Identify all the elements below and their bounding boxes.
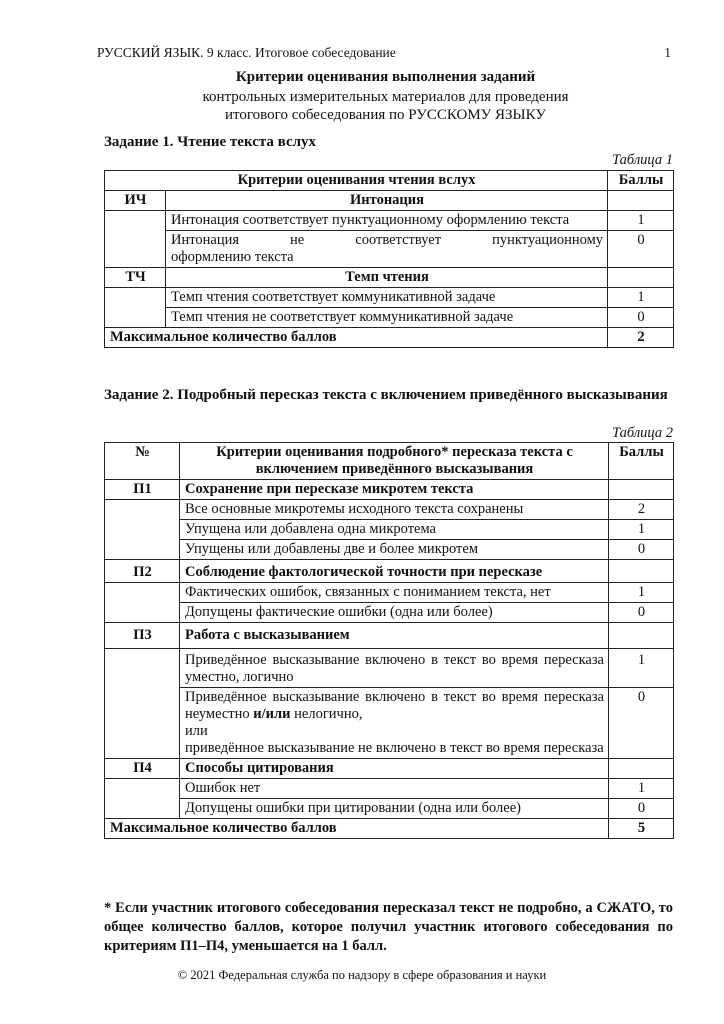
criterion-text-part: нелогично, (294, 706, 363, 722)
task2-heading: Задание 2. Подробный пересказ текста с включением приведённого высказывания (104, 387, 668, 403)
points-value: 0 (608, 308, 674, 328)
criterion-text: Упущены или добавлены две и более микротем (180, 540, 609, 560)
table-row (105, 759, 674, 779)
points-value: 1 (608, 288, 674, 308)
criterion-text: Все основные микротемы исходного текста сохранены (180, 500, 609, 520)
criterion-name: Работа с высказыванием (180, 623, 609, 649)
task1-heading: Задание 1. Чтение текста вслух (104, 134, 317, 150)
criterion-code: П4 (105, 759, 180, 779)
criterion-code: П1 (105, 480, 180, 500)
table-row (105, 688, 674, 759)
criterion-text: Приведённое высказывание включено в текст во время пересказа уместно, логично (180, 649, 609, 688)
points-value: 0 (608, 231, 674, 268)
footnote: * Если участник итогового собеседования пересказал текст не подробно, а СЖАТО, то общее количество баллов, которое получил участник итогового собеседования по критериям П1–П4, уменьшается на 1 балл. (104, 900, 673, 954)
points-value: 1 (609, 649, 674, 688)
table1-caption: Таблица 1 (612, 152, 673, 168)
criterion-text-line: Интонация не соответствует пунктуационному (171, 232, 604, 248)
table-row (105, 308, 674, 328)
header-title: РУССКИЙ ЯЗЫК. 9 класс. Итоговое собеседование (97, 45, 396, 60)
points-value: 1 (609, 520, 674, 540)
criterion-text (180, 688, 609, 759)
table-row (105, 328, 674, 348)
table-row (105, 779, 674, 799)
points-value: 2 (609, 500, 674, 520)
table-row (105, 480, 674, 500)
points-value: 0 (609, 799, 674, 819)
points-value: 0 (609, 603, 674, 623)
criterion-code: ТЧ (105, 268, 166, 288)
document-subtitle-line1: контрольных измерительных материалов для проведения (202, 89, 569, 105)
points-value: 0 (609, 540, 674, 560)
criterion-emphasis: и/или (253, 706, 291, 722)
criterion-text: Темп чтения соответствует коммуникативной задаче (166, 288, 608, 308)
table2-header-number: № (105, 443, 180, 480)
max-score-label: Максимальное количество баллов (105, 819, 609, 839)
criterion-code: ИЧ (105, 191, 166, 211)
criterion-text: Упущена или добавлена одна микротема (180, 520, 609, 540)
max-score-value: 2 (608, 328, 674, 348)
table-row (105, 603, 674, 623)
table-row (105, 231, 674, 268)
criterion-text: Интонация соответствует пунктуационному оформлению текста (166, 211, 608, 231)
points-value: 1 (608, 211, 674, 231)
table-row (105, 560, 674, 583)
table-row (105, 268, 674, 288)
criterion-text (166, 231, 608, 268)
criterion-code: П2 (105, 560, 180, 583)
table-row (105, 520, 674, 540)
points-value: 0 (609, 688, 674, 759)
document-subtitle-line2: итогового собеседования по РУССКОМУ ЯЗЫКУ (225, 107, 546, 123)
table2-header-criteria: Критерии оценивания подробного* пересказа текста с включением приведённого высказывания (180, 443, 609, 480)
criterion-text-part: Приведённое высказывание включено в текст во время пересказа неуместно (185, 689, 604, 722)
table-row (105, 623, 674, 649)
criterion-name: Соблюдение фактологической точности при пересказе (180, 560, 609, 583)
table-row (105, 649, 674, 688)
criterion-text: Темп чтения не соответствует коммуникативной задаче (166, 308, 608, 328)
table2-caption: Таблица 2 (612, 425, 673, 441)
table1-header-criteria: Критерии оценивания чтения вслух (105, 171, 608, 191)
table-row (105, 583, 674, 603)
criterion-text-line: оформлению текста (171, 249, 294, 265)
table1-header-points: Баллы (608, 171, 674, 191)
points-value: 1 (609, 583, 674, 603)
table2-header-points: Баллы (609, 443, 674, 480)
table-row (105, 211, 674, 231)
criterion-text: Допущены ошибки при цитировании (одна или более) (180, 799, 609, 819)
document-title: Критерии оценивания выполнения заданий (235, 69, 536, 85)
criterion-code: П3 (105, 623, 180, 649)
table-row (105, 799, 674, 819)
criterion-name: Интонация (166, 191, 608, 211)
page-number: 1 (664, 45, 671, 60)
table-row (105, 288, 674, 308)
criterion-name: Темп чтения (166, 268, 608, 288)
table-row (105, 443, 674, 480)
table-row (105, 540, 674, 560)
points-value: 1 (609, 779, 674, 799)
page-footer: © 2021 Федеральная служба по надзору в сфере образования и науки (177, 968, 547, 982)
table-row (105, 819, 674, 839)
criterion-name: Способы цитирования (180, 759, 609, 779)
running-header (97, 45, 675, 61)
table-row (105, 500, 674, 520)
criterion-name: Сохранение при пересказе микротем текста (180, 480, 609, 500)
max-score-label: Максимальное количество баллов (105, 328, 608, 348)
table1 (104, 170, 674, 348)
criterion-text: Допущены фактические ошибки (одна или более) (180, 603, 609, 623)
table-row (105, 191, 674, 211)
table2 (104, 442, 674, 839)
criterion-text: Фактических ошибок, связанных с пониманием текста, нет (180, 583, 609, 603)
table-row (105, 171, 674, 191)
criterion-text: Ошибок нет (180, 779, 609, 799)
criterion-text-part: приведённое высказывание не включено в текст во время пересказа (185, 740, 604, 756)
max-score-value: 5 (609, 819, 674, 839)
criterion-text-part: или (185, 723, 208, 739)
